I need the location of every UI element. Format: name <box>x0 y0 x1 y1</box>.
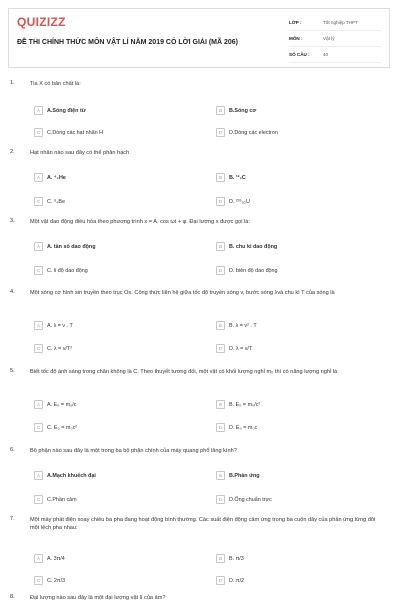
option-text: A. tần số dao động <box>47 243 96 250</box>
question-number: 1. <box>10 80 15 86</box>
option-letter: B <box>216 471 225 480</box>
option-letter: D <box>216 197 225 206</box>
option-d[interactable] <box>216 266 376 275</box>
quizizz-logo: QUIZIZZ <box>17 15 66 29</box>
option-a[interactable] <box>34 400 194 409</box>
option-a[interactable] <box>34 173 194 182</box>
question-text: Một sóng cơ hình sin truyền theo trục Ox. Công thức liên hệ giữa tốc độ truyền sóng v, bước sóng λvà chu kì T của sóng là <box>30 290 335 296</box>
meta-row-count <box>289 47 381 63</box>
option-c[interactable] <box>34 344 194 353</box>
option-text: C. ⁹₄Be <box>47 198 65 205</box>
option-d[interactable] <box>216 423 376 432</box>
option-letter: B <box>216 106 225 115</box>
option-letter: A <box>34 242 43 251</box>
option-text: B. λ = v² . T <box>229 322 257 329</box>
option-c[interactable] <box>34 266 194 275</box>
question-8 <box>10 594 390 602</box>
question-1 <box>10 80 390 136</box>
meta-row-class <box>289 15 381 31</box>
option-text: A. ⁴₂He <box>47 174 66 181</box>
option-text: B. ¹²₆C <box>229 174 246 181</box>
question-text: Một vật dao động điều hòa theo phương trình x = A. cos ωt + φ. Đại lượng x được gọi là: <box>30 219 250 225</box>
option-letter: D <box>216 495 225 504</box>
option-text: D. π/2 <box>229 577 245 584</box>
question-2 <box>10 149 390 205</box>
option-b[interactable] <box>216 173 376 182</box>
question-number: 8. <box>10 594 15 600</box>
option-a[interactable] <box>34 106 194 115</box>
option-c[interactable] <box>34 576 194 585</box>
question-text: Hạt nhân nào sau đây có thể phân hạch <box>30 150 130 156</box>
option-letter: A <box>34 400 43 409</box>
option-letter: B <box>216 554 225 563</box>
option-letter: B <box>216 242 225 251</box>
option-text: B. chu kì dao động <box>229 243 278 250</box>
option-letter: C <box>34 344 43 353</box>
option-text: D.Ống chuẩn trực <box>229 496 272 503</box>
question-number: 5. <box>10 368 15 374</box>
option-d[interactable] <box>216 197 376 206</box>
meta-label: SỐ CÂU : <box>289 52 310 57</box>
option-a[interactable] <box>34 554 194 563</box>
option-text: B. π/3 <box>229 555 244 562</box>
option-text: C. E₀ = m₀c² <box>47 424 78 431</box>
option-letter: A <box>34 321 43 330</box>
option-letter: A <box>34 173 43 182</box>
option-letter: C <box>34 128 43 137</box>
option-b[interactable] <box>216 471 376 480</box>
option-c[interactable] <box>34 197 194 206</box>
question-text: Tia X có bản chất là: <box>30 81 81 87</box>
option-d[interactable] <box>216 576 376 585</box>
option-letter: C <box>34 576 43 585</box>
option-text: D. ²³⁵₉₂U <box>229 198 250 205</box>
question-text: Bộ phận nào sau đây là một trong ba bộ phận chính của máy quang phổ lăng kính? <box>30 448 237 454</box>
option-letter: B <box>216 173 225 182</box>
option-text: B.Sóng cơ <box>229 107 257 114</box>
option-a[interactable] <box>34 321 194 330</box>
question-text: Đại lượng nào sau đây là một đại lượng vật lí của âm? <box>30 595 166 601</box>
option-letter: C <box>34 423 43 432</box>
option-a[interactable] <box>34 242 194 251</box>
option-d[interactable] <box>216 344 376 353</box>
meta-value: 40 <box>323 52 329 57</box>
option-text: D. biên độ dao động <box>229 267 278 274</box>
option-text: A.Mạch khuếch đại <box>47 472 96 479</box>
option-text: A. 3π/4 <box>47 555 65 562</box>
option-letter: B <box>216 400 225 409</box>
question-number: 4. <box>10 289 15 295</box>
question-text: Một máy phát điện xoay chiều ba pha đang hoạt động bình thường. Các suất điện động cảm ứng trong ba cuộn dây của phần ứng từng đôi một lệch pha nhau: <box>30 517 376 531</box>
question-5 <box>10 368 390 431</box>
question-number: 2. <box>10 149 15 155</box>
exam-title: ĐỀ THI CHÍNH THỨC MÔN VẬT LÍ NĂM 2019 CÓ LỜI GIẢI (MÃ 206) <box>17 39 239 46</box>
option-text: C.Phần cảm <box>47 496 77 503</box>
option-letter: A <box>34 471 43 480</box>
option-text: A. E₀ = m₀/c <box>47 401 77 408</box>
option-b[interactable] <box>216 400 376 409</box>
option-letter: A <box>34 106 43 115</box>
question-text: Biết tốc độ ánh sáng trong chân không là C. Theo thuyết tương đối, một vật có khối lượng nghỉ m₀ thì có năng lượng nghỉ là <box>30 369 338 375</box>
question-6 <box>10 447 390 503</box>
meta-value: Tốt nghiệp THPT <box>323 20 358 25</box>
option-d[interactable] <box>216 128 376 137</box>
option-text: D. E₀ = m₀c <box>229 424 258 431</box>
option-text: C. 2π/3 <box>47 577 66 584</box>
worksheet-header <box>8 8 390 68</box>
option-text: C. λ = v/T² <box>47 345 73 352</box>
option-letter: C <box>34 266 43 275</box>
option-text: C. li độ dao động <box>47 267 88 274</box>
option-letter: B <box>216 321 225 330</box>
option-b[interactable] <box>216 321 376 330</box>
option-letter: A <box>34 554 43 563</box>
option-d[interactable] <box>216 495 376 504</box>
question-7 <box>10 516 390 584</box>
option-b[interactable] <box>216 242 376 251</box>
option-letter: D <box>216 423 225 432</box>
option-letter: D <box>216 344 225 353</box>
question-4 <box>10 289 390 352</box>
option-text: A.Sóng điện từ <box>47 107 86 114</box>
option-b[interactable] <box>216 106 376 115</box>
option-c[interactable] <box>34 128 194 137</box>
meta-value: Vật lý <box>323 36 335 41</box>
option-letter: D <box>216 266 225 275</box>
option-letter: D <box>216 128 225 137</box>
option-text: D.Dòng các electron <box>229 129 278 136</box>
question-3 <box>10 218 390 274</box>
option-text: A. λ = v . T <box>47 322 73 329</box>
meta-label: LỚP : <box>289 20 302 25</box>
option-text: D. λ = v/T <box>229 345 253 352</box>
option-a[interactable] <box>34 471 194 480</box>
question-number: 6. <box>10 447 15 453</box>
option-b[interactable] <box>216 554 376 563</box>
meta-row-subject <box>289 31 381 47</box>
meta-label: MÔN : <box>289 36 303 41</box>
option-letter: D <box>216 576 225 585</box>
option-text: B.Phản ứng <box>229 472 260 479</box>
option-letter: C <box>34 495 43 504</box>
option-c[interactable] <box>34 423 194 432</box>
option-text: B. E₀ = m₀/c² <box>229 401 261 408</box>
option-text: C.Dòng các hạt nhân H <box>47 129 104 136</box>
question-number: 3. <box>10 218 15 224</box>
option-letter: C <box>34 197 43 206</box>
exam-meta <box>289 15 381 63</box>
option-c[interactable] <box>34 495 194 504</box>
question-number: 7. <box>10 516 15 522</box>
